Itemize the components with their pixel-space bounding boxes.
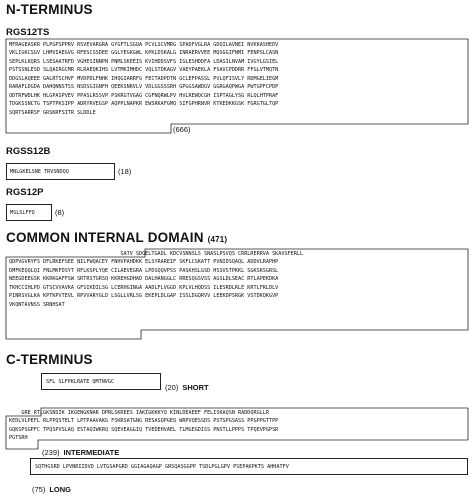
sequence-line: MFRAGEASKR PLPGPSPPRV RSVEVARGRA GYGFTLSGQA PCVLSCVMRG SPADFVGLRA GDQILAVNEI NVKKASHEDV bbox=[9, 42, 279, 48]
short-box bbox=[41, 373, 161, 390]
n-terminus-title: N-TERMINUS bbox=[6, 2, 93, 17]
long-sequence: SQTHGSRD LPVNRIIDVD LVTGSAPGRD GGIAGAQAGP GRSQASGGPP TSDLPGLGPV PSEPAKPKTS AHHATFV bbox=[35, 464, 289, 470]
sequence-line: PGTSRH bbox=[9, 435, 28, 442]
rgss12b-sequence: MNLGKELSNE TRVSNDQQ bbox=[10, 169, 69, 175]
rgss12b-label: RGSS12B bbox=[6, 146, 51, 157]
common-domain-length: (471) bbox=[207, 235, 228, 244]
c-terminus-title: C-TERMINUS bbox=[6, 352, 93, 367]
rgs12ts-sequence bbox=[9, 41, 278, 117]
sequence-line: NEEGDEEGSK KKRKGAFFSW SRTRSTGRSQ KKREHGDHAD DALHANGGLC RRESQGSVSS AGSLDLSEAC RTLAPEKDKA bbox=[9, 276, 279, 283]
rgs12p-length: (8) bbox=[55, 208, 65, 217]
intermediate-label: INTERMEDIATE bbox=[63, 448, 120, 457]
short-label: SHORT bbox=[182, 383, 209, 392]
sequence-line: GRE RTLGKSNSIK IKGENGKNAR DPRLSKREES IAKIGKKKYQ KINLDEAEEF FELISKAQSN RADDQRGLLR bbox=[9, 410, 269, 416]
sequence-line: DDGSLAQEEE GALRTSCHVF MVDPDLFNHK IHQGIARRFG FECTADPDTN GCLEFPASSL PVLQFISVLY RDMGELIEGM bbox=[9, 75, 279, 82]
short-sequence: SFL SLFPKLRATE QMTNVGC bbox=[46, 379, 115, 385]
rgs12ts-label: RGS12TS bbox=[6, 27, 50, 38]
sequence-line: QDTRFWDLHK HLGPASPVEV PPASLRSSVP PSKRGTVGAG CGFNQRWLPV HVLREWQCGH ISPTAGLYSG RLQLHTPRAF bbox=[9, 92, 279, 99]
short-length: (20) bbox=[165, 383, 179, 392]
sequence-line: GQKSPSGPFC TPQSPVSLAQ ESTAQIWKRQ SQEVEAGGIQ TVEDEHVAEL TLMGEGDISS PNSTLLPPPS TPQEVPGPSR bbox=[9, 426, 279, 433]
rgss12b-length: (18) bbox=[118, 167, 132, 176]
intermediate-length: (239) bbox=[42, 448, 60, 457]
sequence-line: RARAFLDGDA DAHQNNSTSS NSDSGIGNFH QEEKSNRVLV VDLGGSSSRH GPGGSAWDGV GGRGAQPWGA PWTGPFCPDP bbox=[9, 84, 279, 91]
rgs12p-label: RGS12P bbox=[6, 187, 44, 198]
sequence-line: QDPVGVRYFS DFLRKEFSEE NILFWQACEY FNHVPAHDKK ELSYRAREIF SKFLCSKATT PVNIDSQAQL ADDVLRAPHP bbox=[9, 259, 279, 266]
sequence-line: DMFKEQQLQI FNLMKFDSYT RFLKSPLYQE CILAEVEGRA LPDSQQVPSS PASKHSLGSD HSSVSTPKKL SGKSKSGRSL bbox=[9, 267, 279, 274]
sequence-line: TDGKSSNCTG TSPTPKSIPP ADRYRVEGSP AQPPLNAPKR EWSRKAFGMQ SIFGPHRNVR KTKEDKKGSK FGRGTGLTQP bbox=[9, 101, 279, 108]
common-domain-sequence bbox=[9, 250, 303, 309]
sequence-line: VKLIGKCSGV LHMVIAEGVG RFESCSSDEE GGLYEGKGWL KPKLDSKALG INRAERVVEE MQSGGIFNMI FENPSLCASN bbox=[9, 50, 279, 57]
rgs12p-box bbox=[6, 204, 52, 221]
short-annotation bbox=[165, 377, 209, 395]
rgs12ts-length: (666) bbox=[173, 125, 191, 134]
common-domain-title bbox=[6, 230, 227, 245]
rgs12p-sequence: MSLSLFFQ bbox=[10, 210, 35, 216]
sequence-line: SEPLKLKQRS LSESAATRFD VGHESINNPN PNMLSKEEIS KVIHDDSVFS IGLESHDDFA LDASILNVAM IVGYLGSIEL bbox=[9, 58, 279, 65]
sequence-line: PSTSSNLESD SLQAIRGCMR RLRAEQKIHS LVTMKIMHDC VQLSTDKAGV VAEYPAEKLA FSAVCPDDRR FFGLVTMQTN bbox=[9, 67, 279, 74]
sequence-line: VKQNTAVNSS SRNHSAT bbox=[9, 301, 65, 308]
sequence-line: PINRSVGLKA KPTKPVTEVL RPVVARYGLD LSGLLVRLSG EKEPLDLGAP ISSLDGQRVV LEEKDPSRGK VSTDKQKGVP bbox=[9, 293, 279, 300]
intermediate-sequence bbox=[9, 409, 278, 443]
long-label: LONG bbox=[49, 485, 72, 494]
long-box bbox=[30, 458, 468, 475]
sequence-line: TKHCCIHLPD GTSCVVAVKA GFSIKDILSG LCERHGINGA AADLFLVGGD KPLVLHQDSS ILESRDLRLE KRTLFRLDLV bbox=[9, 284, 279, 291]
sequence-line: KEDLVLPEFL RLPPQSTELT LPTPAAVAKG FSKRSATGNG RESASQPGEQ WRPVQESSDS PSTSPGSASS PPGPPGTTPP bbox=[9, 418, 279, 425]
sequence-line: SQRTSARRSF GRSKRFSITR SLDDLE bbox=[9, 109, 96, 116]
sequence-line: SATV SDGELTGADL KDCVSNNSLS SNASLPSVQS CRRLRERRVA SKAVSFERLL bbox=[9, 251, 304, 257]
rgss12b-box bbox=[6, 163, 115, 180]
common-domain-title-text: COMMON INTERNAL DOMAIN bbox=[6, 230, 204, 245]
long-annotation bbox=[32, 479, 71, 497]
long-length: (75) bbox=[32, 485, 46, 494]
